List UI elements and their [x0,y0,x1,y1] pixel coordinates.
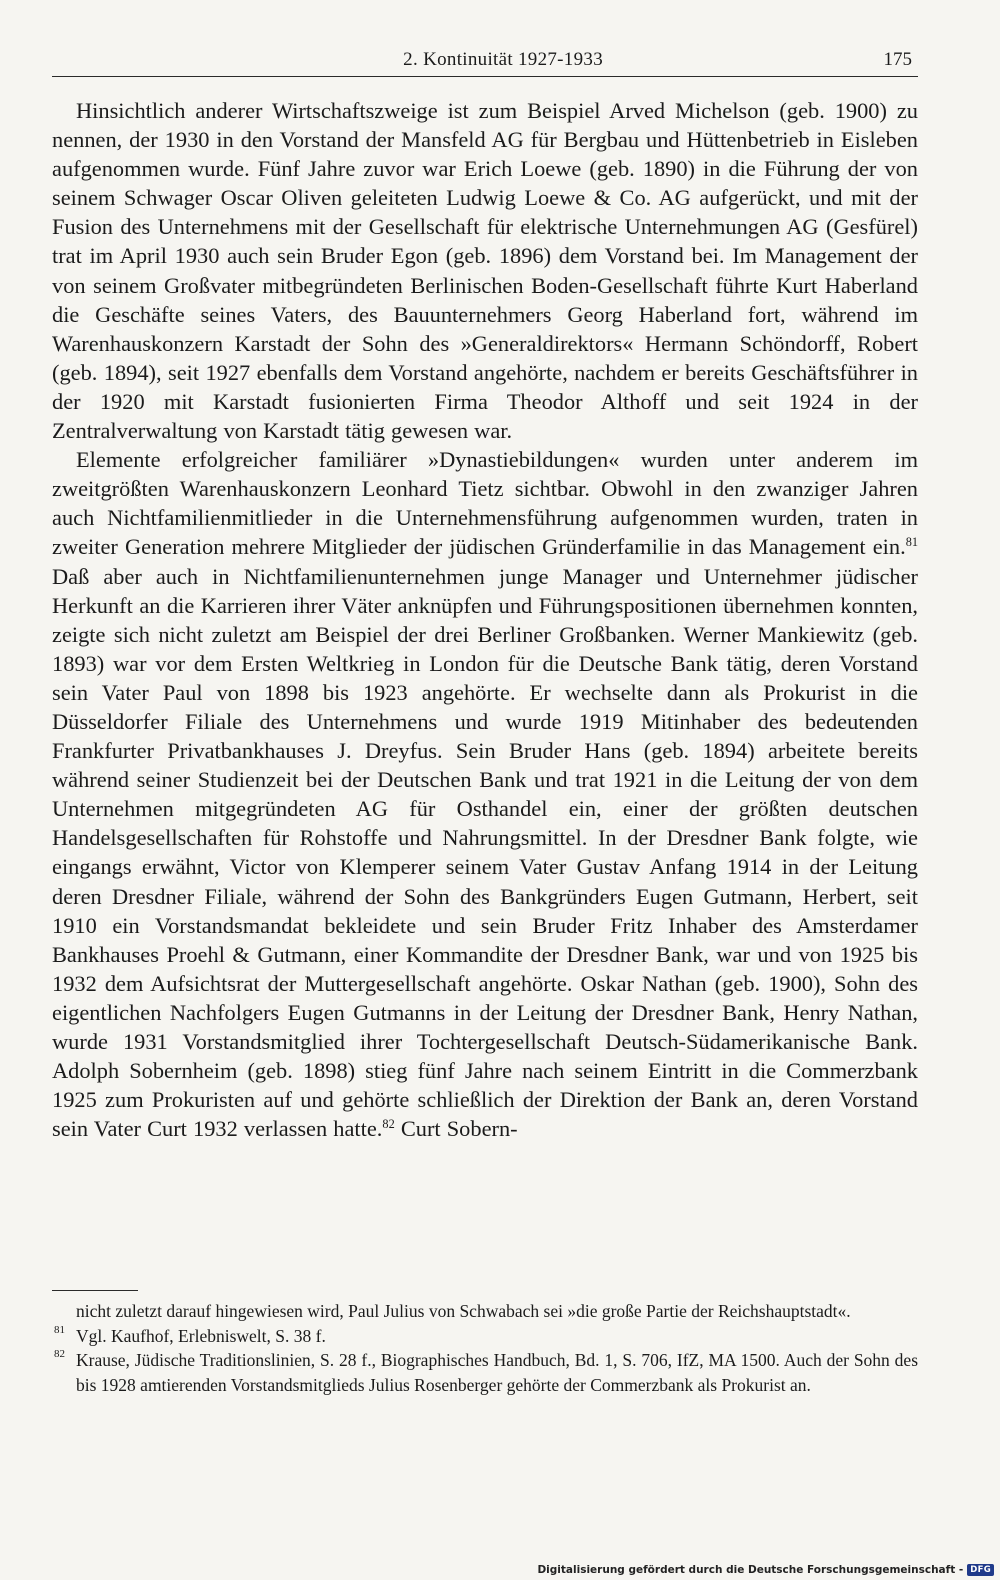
footnote-reference: 81 [905,535,918,550]
running-header [52,46,918,77]
footnote-continued: nicht zuletzt darauf hingewiesen wird, Paul Julius von Schwabach sei »die große Partie der Reichshauptstadt«. [76,1301,851,1321]
paragraph-text: Hinsichtlich anderer Wirtschaftszweige ist zum Beispiel Arved Michelson (geb. 1900) zu nennen, der 1930 in den Vorstand der Mansfeld AG für Bergbau und Hüttenbetrieb in Eisleben aufgenommen wurde. Fünf Jahre zuvor war Erich Loewe (geb. 1890) in die Führung der von seinem Schwager Oscar Oliven geleiteten Ludwig Loewe & Co. AG aufgerückt, und mit der Fusion des Unternehmens mit der Gesellschaft für elektrische Unternehmungen AG (Gesfürel) trat im April 1930 auch sein Bruder Egon (geb. 1896) dem Vorstand bei. Im Management der von seinem Großvater mitbegründeten Berlinischen Boden-Gesellschaft führte Kurt Haberland die Geschäfte seines Vaters, des Bauunternehmers Georg Haberland fort, während im Warenhauskonzern Karstadt der Sohn des »Generaldirektors« Hermann Schöndorff, Robert (geb. 1894), seit 1927 ebenfalls dem Vorstand angehörte, nachdem er bereits Geschäftsführer in der 1920 mit Karstadt fusionierten Firma Theodor Althoff und seit 1924 in der Zentralverwaltung von Karstadt tätig gewesen war. [52,98,918,444]
footnotes [52,1299,918,1397]
running-title: 2. Kontinuität 1927-1933 [403,49,603,70]
footnote [52,1324,918,1349]
page-number: 175 [883,49,912,70]
footnote-text: Vgl. Kaufhof, Erlebniswelt, S. 38 f. [76,1325,326,1346]
body-text [52,96,918,1143]
paragraph-text: Elemente erfolgreicher familiärer »Dynastiebildungen« wurden unter anderem im zweitgrößten Warenhauskonzern Leonhard Tietz sichtbar. Obwohl in den zwanziger Jahren auch Nichtfamilienmitlieder in die Unternehmensführung aufgenommen wurden, traten in zweiter Generation mehrere Mitglieder der jüdischen Gründerfamilie in das Management ein. [52,447,918,560]
digitization-credit-text: Digitalisierung gefördert durch die Deutsche Forschungsgemeinschaft - [537,1564,964,1576]
paragraph [52,96,918,445]
footnote-text: Krause, Jüdische Traditionslinien, S. 28 f., Biographisches Handbuch, Bd. 1, S. 706, IfZ, MA 1500. Auch der Sohn des bis 1928 amtierenden Vorstandsmitglieds Julius Rosenberger gehörte der Commerzbank als Prokurist an. [76,1350,918,1395]
paragraph-text: Curt Sobern- [394,1116,518,1142]
paragraph [52,445,918,1143]
footnote-reference: 82 [382,1117,395,1132]
footnote [52,1348,918,1397]
dfg-logo-icon: DFG [967,1564,994,1576]
digitization-credit [537,1564,994,1576]
footnote-mark: 82 [54,1348,65,1360]
paragraph-text: Daß aber auch in Nichtfamilienunternehmen junge Manager und Unternehmer jüdischer Herkunft an die Karrieren ihrer Väter anknüpfen und Führungspositionen übernehmen konnten, zeigte sich nicht zuletzt am Beispiel der drei Berliner Großbanken. Werner Mankiewitz (geb. 1893) war vor dem Ersten Weltkrieg in London für die Deutsche Bank tätig, deren Vorstand sein Vater Paul von 1898 bis 1923 angehörte. Er wechselte dann als Prokurist in die Düsseldorfer Filiale des Unternehmens und wurde 1919 Mitinhaber des bedeutenden Frankfurter Privatbankhauses J. Dreyfus. Sein Bruder Hans (geb. 1894) arbeitete bereits während seiner Studienzeit bei der Deutschen Bank und trat 1921 in die Leitung der von dem Unternehmen mitgegründeten AG für Osthandel ein, einer der größten deutschen Handelsgesellschaften für Rohstoffe und Nahrungsmittel. In der Dresdner Bank folgte, wie eingangs erwähnt, Victor von Klemperer seinem Vater Gustav Anfang 1914 in der Leitung deren Dresdner Filiale, während der Sohn des Bankgründers Eugen Gutmann, Herbert, seit 1910 ein Vorstandsmandat bekleidete und sein Bruder Fritz Inhaber des Amsterdamer Bankhauses Proehl & Gutmann, einer Kommandite der Dresdner Bank, war und von 1925 bis 1932 dem Aufsichtsrat der Muttergesellschaft angehörte. Oskar Nathan (geb. 1900), Sohn des eigentlichen Nachfolgers Eugen Gutmanns in der Leitung der Dresdner Bank, Henry Nathan, wurde 1931 Vorstandsmitglied ihrer Tochtergesellschaft Deutsch-Südamerikanische Bank. Adolph Sobernheim (geb. 1898) stieg fünf Jahre nach seinem Eintritt in die Commerzbank 1925 zum Prokuristen auf und gehörte schließlich der Direktion der Bank an, deren Vorstand sein Vater Curt 1932 verlassen hatte. [52,563,918,1142]
footnote-divider [52,1290,138,1291]
book-page [52,0,918,1580]
footnote-mark: 81 [54,1323,65,1336]
